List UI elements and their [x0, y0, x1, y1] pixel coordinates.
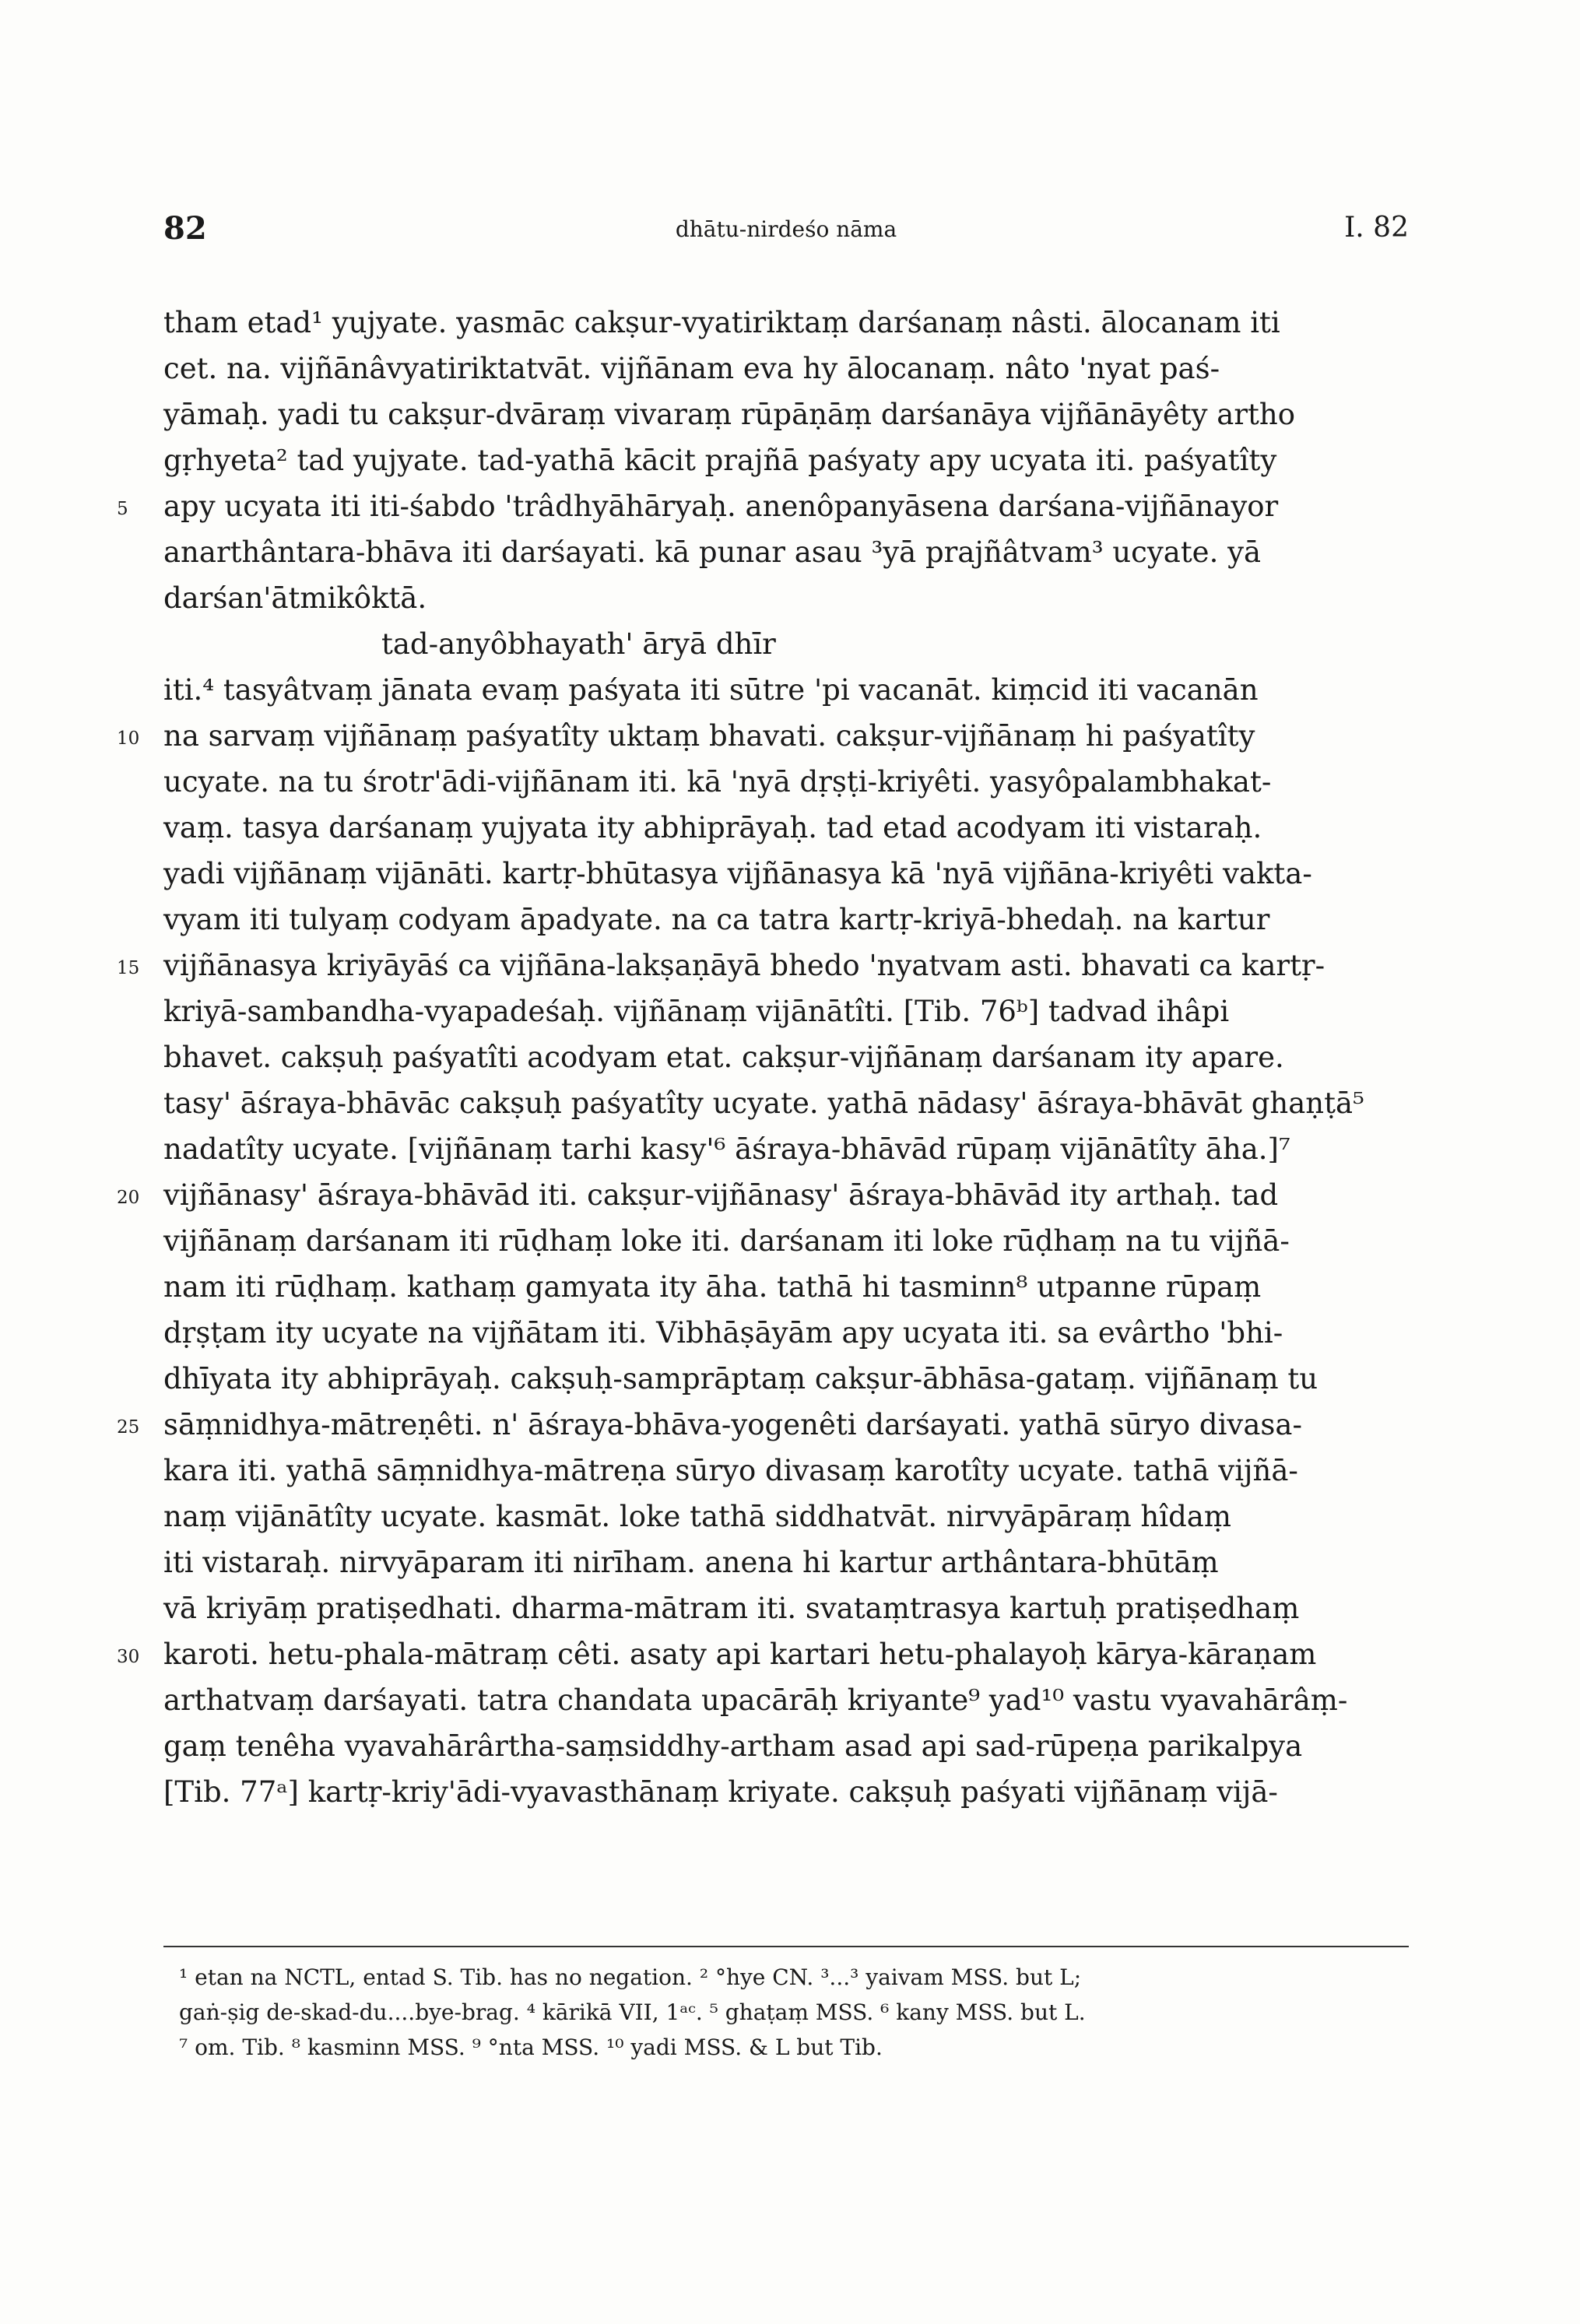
text-line	[163, 300, 1409, 346]
line-text: sāṃnidhya-mātreṇêti. n' āśraya-bhāva-yogenêti darśayati. yathā sūryo divasa-	[163, 1408, 1302, 1441]
text-line	[163, 759, 1409, 805]
line-text: vaṃ. tasya darśanaṃ yujyata ity abhiprāyaḥ. tad etad acodyam iti vistaraḥ.	[163, 811, 1262, 844]
text-line	[163, 1677, 1409, 1723]
text-line	[163, 897, 1409, 943]
footnote-line: gaṅ-ṣig de-skad-du....bye-brag. ⁴ kārikā VII, 1ᵃᶜ. ⁵ ghaṭaṃ MSS. ⁶ kany MSS. but L.	[179, 1999, 1086, 2025]
text-line	[117, 483, 1409, 529]
text-line	[163, 851, 1409, 897]
line-text: iti vistaraḥ. nirvyāparam iti nirīham. anena hi kartur arthântara-bhūtāṃ	[163, 1546, 1219, 1579]
line-text: yāmaḥ. yadi tu cakṣur-dvāraṃ vivaraṃ rūpāṇāṃ darśanāya vijñānāyêty artho	[163, 398, 1296, 431]
line-text: vā kriyāṃ pratiṣedhati. dharma-mātram iti. svataṃtrasya kartuḥ pratiṣedhaṃ	[163, 1592, 1300, 1625]
line-text: tham etad¹ yujyate. yasmāc cakṣur-vyatiriktaṃ darśanaṃ nâsti. ālocanam iti	[163, 306, 1280, 339]
line-text: karoti. hetu-phala-mātraṃ cêti. asaty api kartari hetu-phalayoḥ kārya-kāraṇam	[163, 1638, 1317, 1671]
text-line	[163, 1310, 1409, 1356]
footnotes	[179, 1960, 1409, 2065]
line-text: vijñānasya kriyāyāś ca vijñāna-lakṣaṇāyā bhedo 'nyatvam asti. bhavati ca kartṛ-	[163, 949, 1325, 982]
text-line	[117, 1402, 1409, 1448]
line-number: 30	[117, 1647, 140, 1667]
line-text: darśan'ātmikôktā.	[163, 581, 427, 615]
line-text: tad-anyôbhayath' āryā dhīr	[381, 627, 776, 661]
text-line	[163, 621, 1409, 667]
line-text: anarthântara-bhāva iti darśayati. kā punar asau ³yā prajñâtvam³ ucyate. yā	[163, 535, 1262, 569]
text-line	[117, 1172, 1409, 1218]
line-text: na sarvaṃ vijñānaṃ paśyatîty uktaṃ bhavati. cakṣur-vijñānaṃ hi paśyatîty	[163, 719, 1255, 753]
text-line	[163, 1264, 1409, 1310]
line-text: bhavet. cakṣuḥ paśyatîti acodyam etat. cakṣur-vijñānaṃ darśanam ity apare.	[163, 1041, 1284, 1074]
line-text: dṛṣṭam ity ucyate na vijñātam iti. Vibhāṣāyām apy ucyata iti. sa evârtho 'bhi-	[163, 1316, 1283, 1350]
main-text	[117, 300, 1409, 1815]
text-line	[163, 1723, 1409, 1769]
text-line	[163, 667, 1409, 713]
line-text: dhīyata ity abhiprāyaḥ. cakṣuḥ-samprāptaṃ cakṣur-ābhāsa-gataṃ. vijñānaṃ tu	[163, 1362, 1318, 1395]
text-line	[117, 713, 1409, 759]
line-text: iti.⁴ tasyâtvaṃ jānata evaṃ paśyata iti sūtre 'pi vacanāt. kiṃcid iti vacanān	[163, 673, 1259, 707]
text-line	[117, 1631, 1409, 1677]
text-line	[163, 1585, 1409, 1631]
section-reference: I. 82	[1344, 212, 1409, 244]
line-text: apy ucyata iti iti-śabdo 'trâdhyāhāryaḥ. anenôpanyāsena darśana-vijñānayor	[163, 490, 1279, 523]
text-line	[163, 391, 1409, 437]
text-line	[163, 575, 1409, 621]
text-line	[163, 805, 1409, 851]
line-number: 20	[117, 1188, 140, 1208]
footnote-divider	[163, 1946, 1409, 1947]
text-line	[163, 1769, 1409, 1815]
line-text: gaṃ tenêha vyavahārârtha-saṃsiddhy-artham asad api sad-rūpeṇa parikalpya	[163, 1729, 1303, 1763]
text-line	[163, 1080, 1409, 1126]
line-text: tasy' āśraya-bhāvāc cakṣuḥ paśyatîty ucyate. yathā nādasy' āśraya-bhāvāt ghaṇṭā⁵	[163, 1087, 1364, 1120]
line-text: arthatvaṃ darśayati. tatra chandata upacārāḥ kriyante⁹ yad¹⁰ vastu vyavahārâṃ-	[163, 1683, 1348, 1717]
text-line	[163, 988, 1409, 1034]
text-line	[163, 1494, 1409, 1539]
line-text: yadi vijñānaṃ vijānāti. kartṛ-bhūtasya vijñānasya kā 'nyā vijñāna-kriyêti vakta-	[163, 857, 1312, 890]
text-line	[163, 1448, 1409, 1494]
line-text: ucyate. na tu śrotr'ādi-vijñānam iti. kā 'nyā dṛṣṭi-kriyêti. yasyôpalambhakat-	[163, 765, 1272, 799]
line-text: vijñānaṃ darśanam iti rūḍhaṃ loke iti. darśanam iti loke rūḍhaṃ na tu vijñā-	[163, 1224, 1290, 1258]
footnote-line: ⁷ om. Tib. ⁸ kasminn MSS. ⁹ °nta MSS. ¹⁰ yadi MSS. & L but Tib.	[179, 2034, 883, 2060]
line-text: [Tib. 77ᵃ] kartṛ-kriy'ādi-vyavasthānaṃ kriyate. cakṣuḥ paśyati vijñānaṃ vijā-	[163, 1775, 1278, 1809]
text-line	[163, 1218, 1409, 1264]
text-line	[163, 1356, 1409, 1402]
line-number: 25	[117, 1417, 140, 1438]
line-number: 15	[117, 958, 140, 978]
line-text: kara iti. yathā sāṃnidhya-mātreṇa sūryo divasaṃ karotîty ucyate. tathā vijñā-	[163, 1454, 1298, 1487]
line-number: 10	[117, 728, 140, 749]
line-text: nam iti rūḍhaṃ. kathaṃ gamyata ity āha. tathā hi tasminn⁸ utpanne rūpaṃ	[163, 1270, 1262, 1304]
line-text: vyam iti tulyaṃ codyam āpadyate. na ca tatra kartṛ-kriyā-bhedaḥ. na kartur	[163, 903, 1270, 936]
line-number: 5	[117, 499, 128, 519]
running-title: dhātu-nirdeśo nāma	[675, 216, 897, 242]
text-line	[163, 346, 1409, 391]
line-text: vijñānasy' āśraya-bhāvād iti. cakṣur-vijñānasy' āśraya-bhāvād ity arthaḥ. tad	[163, 1178, 1279, 1212]
page-header	[163, 210, 1409, 257]
text-line	[163, 529, 1409, 575]
text-line	[163, 1126, 1409, 1172]
line-text: cet. na. vijñānâvyatiriktatvāt. vijñānam eva hy ālocanaṃ. nâto 'nyat paś-	[163, 352, 1220, 385]
footnote-line: ¹ etan na NCTL, entad S. Tib. has no negation. ² °hye CN. ³...³ yaivam MSS. but L;	[179, 1964, 1082, 1990]
text-line	[163, 1034, 1409, 1080]
text-line	[163, 437, 1409, 483]
text-line	[117, 943, 1409, 988]
line-text: kriyā-sambandha-vyapadeśaḥ. vijñānaṃ vijānātîti. [Tib. 76ᵇ] tadvad ihâpi	[163, 995, 1230, 1028]
line-text: nadatîty ucyate. [vijñānaṃ tarhi kasy'⁶ āśraya-bhāvād rūpaṃ vijānātîty āha.]⁷	[163, 1132, 1290, 1166]
page-number: 82	[163, 210, 207, 247]
text-line	[163, 1539, 1409, 1585]
line-text: gṛhyeta² tad yujyate. tad-yathā kācit prajñā paśyaty apy ucyata iti. paśyatîty	[163, 444, 1277, 477]
line-text: naṃ vijānātîty ucyate. kasmāt. loke tathā siddhatvāt. nirvyāpāraṃ hîdaṃ	[163, 1500, 1231, 1533]
